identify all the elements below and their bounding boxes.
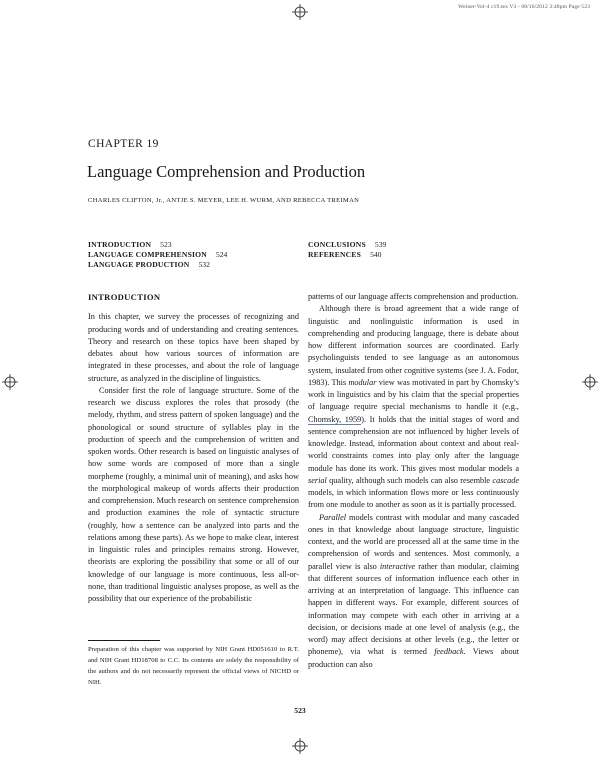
footnote	[88, 644, 299, 688]
footnote-rule	[88, 640, 160, 641]
toc-left	[88, 240, 227, 271]
paragraph-intro-2: Consider first the role of language structure. Some of the research we discuss explores the roles that prosody (the melody, rhythm, and stress pattern of spoken language) and the phonological or sound structure of syllables play in the production of speech and the comprehension of written and spoken words. Other research is based on linguistic analyses of how some words are composed of more than a single morpheme (roughly, a minimal unit of meaning), and asks how the morphological makeup of words affects their production and comprehension. Much research on sentence comprehension and production examines the role of syntactic structure (roughly, how a sentence can be analyzed into parts and the relations among these parts). As we hope to make clear, interest in linguistic rules and principles remains strong. However, theorists are exploring the possibility that some or all of our knowledge of our language is more continuous, less all-or-none, than traditional linguistic analyses propose, as well as the possibility that our experience of the probabilistic	[88, 385, 299, 603]
running-header-meta: Weiner-Vol-4 c19.tex V3 - 08/16/2012 3:48pm Page 523	[458, 4, 590, 10]
chapter-authors: CHARLES CLIFTON, Jr., ANTJE S. MEYER, LEE H. WURM, AND REBECCA TREIMAN	[88, 197, 360, 204]
paragraph-intro-1: In this chapter, we survey the processes of recognizing and producing words and of understanding and creating sentences. Theory and research on these topics have been shaped by debates about how various sources of information are integrated in these processes, and about the role of language structure, as analyzed in the discipline of linguistics.	[88, 312, 299, 383]
registration-mark-bottom-icon	[292, 738, 308, 754]
registration-mark-right-icon	[582, 374, 598, 390]
registration-mark-top-icon	[292, 4, 308, 20]
body-column-left	[88, 291, 299, 605]
footnote-text: Preparation of this chapter was supported by NIH Grant HD051610 to R.T. and NIH Grant HD18708 to C.C. Its contents are solely the responsibility of the authors and do not necessarily represent the official views of NICHD or NIH.	[88, 646, 299, 686]
toc-entry-references[interactable]: REFERENCES 540	[308, 250, 382, 260]
citation-link-chomsky-1959[interactable]: Chomsky, 1959	[308, 414, 362, 424]
chapter-label: CHAPTER 19	[88, 138, 159, 150]
paragraph-parallel-models: Parallel models contrast with modular and many cascaded ones in that knowledge about language structure, linguistic context, and the world are processed all at the same time in the comprehension of words and sentences. Most commonly, a parallel view is also interactive rather than modular, claiming that different sources of information influence each other in arriving at an interpretation of language. This influence can happen in different ways. For example, different sources of information may compete with each other in arriving at a decision, or decisions made at one level of analysis (e.g., the word) may affect decisions at other levels (e.g., the letter or phoneme), via what is termed feedback. Views about production can also	[308, 512, 520, 669]
chapter-title: Language Comprehension and Production	[87, 162, 366, 181]
paragraph-continued: patterns of our language affects comprehension and production.	[308, 292, 519, 301]
registration-mark-left-icon	[2, 374, 18, 390]
body-column-right	[308, 291, 519, 671]
toc-entry-introduction[interactable]: INTRODUCTION 523	[88, 240, 172, 249]
section-heading-introduction: INTRODUCTION	[88, 292, 161, 302]
toc-entry-language-comprehension[interactable]: LANGUAGE COMPREHENSION 524	[88, 250, 228, 260]
toc-entry-language-production[interactable]: LANGUAGE PRODUCTION 532	[88, 260, 210, 270]
toc-right	[308, 240, 386, 260]
page-number: 523	[294, 706, 306, 715]
toc-entry-conclusions[interactable]: CONCLUSIONS 539	[308, 240, 387, 249]
paragraph-modular-view: Although there is broad agreement that a wide range of linguistic and nonlinguistic information is used in comprehending and producing language, there is debate about how different information sources are coordinated. Early psycholinguists tended to see language as an autonomous system, insulated from other cognitive systems (see J. A. Fodor, 1983). This modular view was motivated in part by Chomsky’s work in linguistics and by his claim that the special properties of language require special mechanisms to handle it (e.g., Chomsky, 1959). It holds that the initial stages of word and sentence comprehension are not influenced by higher levels of knowledge. Instead, information about context and about real-world constraints comes into play only after the language module has done its work. This gives most modular models a serial quality, although such models can also resemble cascade models, in which information flows more or less continuously from one module to another as soon as it is partially processed.	[308, 304, 519, 510]
